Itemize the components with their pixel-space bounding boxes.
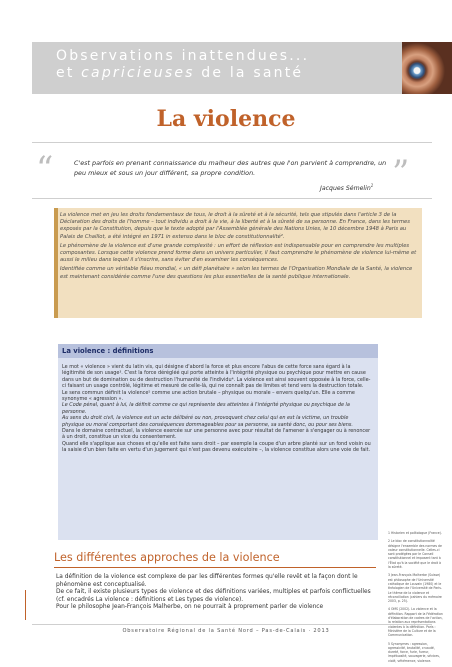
margin-bar (25, 590, 26, 620)
definitions-heading: La violence : définitions (62, 347, 154, 355)
body-paragraph: De ce fait, il existe plusieurs types de violence et des définitions variées, multiples et parfois conflictuelles (cf. encadrés La violence : définitions et Les types de violence). (56, 589, 371, 603)
quote-author-name: Jacques Sémelin (320, 185, 371, 193)
definitions-paragraph: Le mot « violence » vient du latin vis, qui désigne d'abord la force et plus encore l'abus de cette force sans égard à la légitimité de son usage³. C'est la force dérégléé qui porte atteinte à l'intégrité physique ou psychique pour mettre en cause dans un but de domination ou de destruction l'humanité de l'individu⁴. La violence est ainsi souvent opposée à la force, celle-ci faisant un usage contrôlé, légitime et mesuré de celle-là, qui ne connaît pas de limites et tend vers la destruction totale. (62, 364, 371, 390)
close-quote-icon: ” (392, 153, 410, 193)
intro-paragraph: Le phénomène de la violence est d'une grande complexité : un effort de réflexion est indispensable pour en comprendre les multiples composantes. Lorsque cette violence prend forme dans un univers particulier, il faut comprendre le phénomène de violence lui-même et aussi le milieu dans lequel il s'inscrire, sans éviter d'en examiner les conséquences. (60, 242, 417, 264)
footnote: 5 Synonymes : agression, agressivité, brutalité, cruauté, dureté, force, furie, fureur, impétuosité, sauvagerie, sévices, violé, véhémence, violence. (388, 641, 440, 663)
series-title-line2-em: capricieuses (81, 65, 195, 81)
footnote: 4 OMS (2002). La violence et la définition. Rapport de la Fédération d'élaboration de cadres de l'action, la relation aux représentations violentes à la définition. Paris : Ministère de la Culture et de la Communication. (388, 607, 443, 638)
section-title: Les différentes approches de la violence (54, 551, 280, 564)
series-title (56, 48, 406, 82)
divider (32, 198, 432, 199)
intro-paragraph: Identifiée comme un véritable fléau mondial, « un défi planétaire » selon les termes de l'Organisation Mondiale de la Santé, la violence est maintenant considérée comme l'une des questions les plus essentielles de la santé publique internationale. (60, 266, 413, 280)
intro-text (60, 212, 420, 283)
body-paragraph: Pour le philosophe Jean-François Malherbe, on ne pourrait à proprement parler de violence (56, 604, 324, 611)
definitions-paragraph: Au sens du droit civil, la violence est un acte délibéré ou non, provoquant chez celui qui en est la victime, un trouble physique ou moral comportant des conséquences dommageables pour sa personne, sa santé donc, ou pour ses biens. (62, 415, 353, 428)
footnote: 3 Jean-François Malherbe (Suisse) est philosophe de l'Université catholique de Louvain (1980) et le théologien de l'Université de Paris. Le thème de la violence et réconciliation (cahiers du mémoire 2003, p. 25). (388, 573, 442, 604)
series-title-line2-post: de la santé (194, 65, 304, 81)
series-title-line1: Observations inattendues... (56, 48, 310, 64)
intro-accent-bar (54, 208, 58, 318)
quote-author-ref: 1 (370, 183, 374, 188)
series-title-line2-pre: et (56, 65, 82, 81)
body-text (56, 574, 372, 612)
open-quote-icon: “ (36, 149, 54, 189)
page-title: La violence (156, 106, 296, 132)
series-title-line2 (56, 65, 406, 82)
intro-paragraph: La violence met en jeu les droits fondamentaux de tous, le droit à la sûreté et à la sécurité, tels que stipulés dans l'article 3 de la Déclaration des droits de l'homme – tout individu a droit à la vie, à la liberté et à la sûreté de sa personne. En France, dans les termes exposés par la Constitution, depuis que le texte adopté par l'Assemblée générale des Nations Unies, le 10 décembre 1948 à Paris au Palais de Chaillot, a été intégré en 1971 in extenso dans le bloc de constitutionnalité². (60, 212, 410, 240)
quote-text: C'est parfois en prenant connaissance du malheur des autres que l'on parvient à comprendre, un peu mieux et sous un jour différent, sa propre condition. (74, 159, 387, 177)
quote-author (320, 183, 373, 192)
footnote: 2 Le bloc de constitutionnalité désigne l'ensemble des normes de valeur constitutionnelle. Celles-ci sont protégées par le Conseil constitutionnel et imposent tant à l'État qu'à la société que le droit à la sûreté. (388, 539, 442, 570)
footnote: 1 Historien et politologue (France). (388, 531, 442, 535)
section-divider (54, 567, 376, 568)
footer-divider (32, 624, 432, 625)
page-footer: Observatoire Régional de la Santé Nord – Pas-de-Calais · 2013 (122, 628, 330, 634)
definitions-text (62, 364, 372, 454)
definitions-paragraph: Le Code pénal, quant à lui, la définit comme ce qui représente des atteintes à l'intégrité physique ou psychique de la personne. (62, 402, 350, 415)
definitions-paragraph: Quand elle s'applique aux choses et qu'elle est faite sans droit – par exemple la coupe d'un arbre planté sur un fond voisin ou la saisie d'un bien faite en vertu d'un jugement qui n'est pas devenu exécutoire –, la violence constitue alors une voie de fait. (62, 440, 371, 454)
definitions-paragraph: Le sens commun définit la violence⁵ comme une action brutale – physique ou morale – envers quelqu'un. Elle a comme synonyme « agression ». (62, 389, 355, 403)
footnotes (388, 531, 444, 667)
eye-photo (402, 42, 452, 94)
definitions-paragraph: Dans le domaine contractuel, la violence exercée sur une personne avec pour résultat de l'amener à s'engager ou à renoncer à un droit, constitue un vice du consentement. (62, 428, 371, 441)
body-paragraph: La définition de la violence est complexe de par les différentes formes qu'elle revêt et la façon dont le phénomène est conceptualisé. (56, 574, 358, 588)
divider (32, 142, 432, 143)
